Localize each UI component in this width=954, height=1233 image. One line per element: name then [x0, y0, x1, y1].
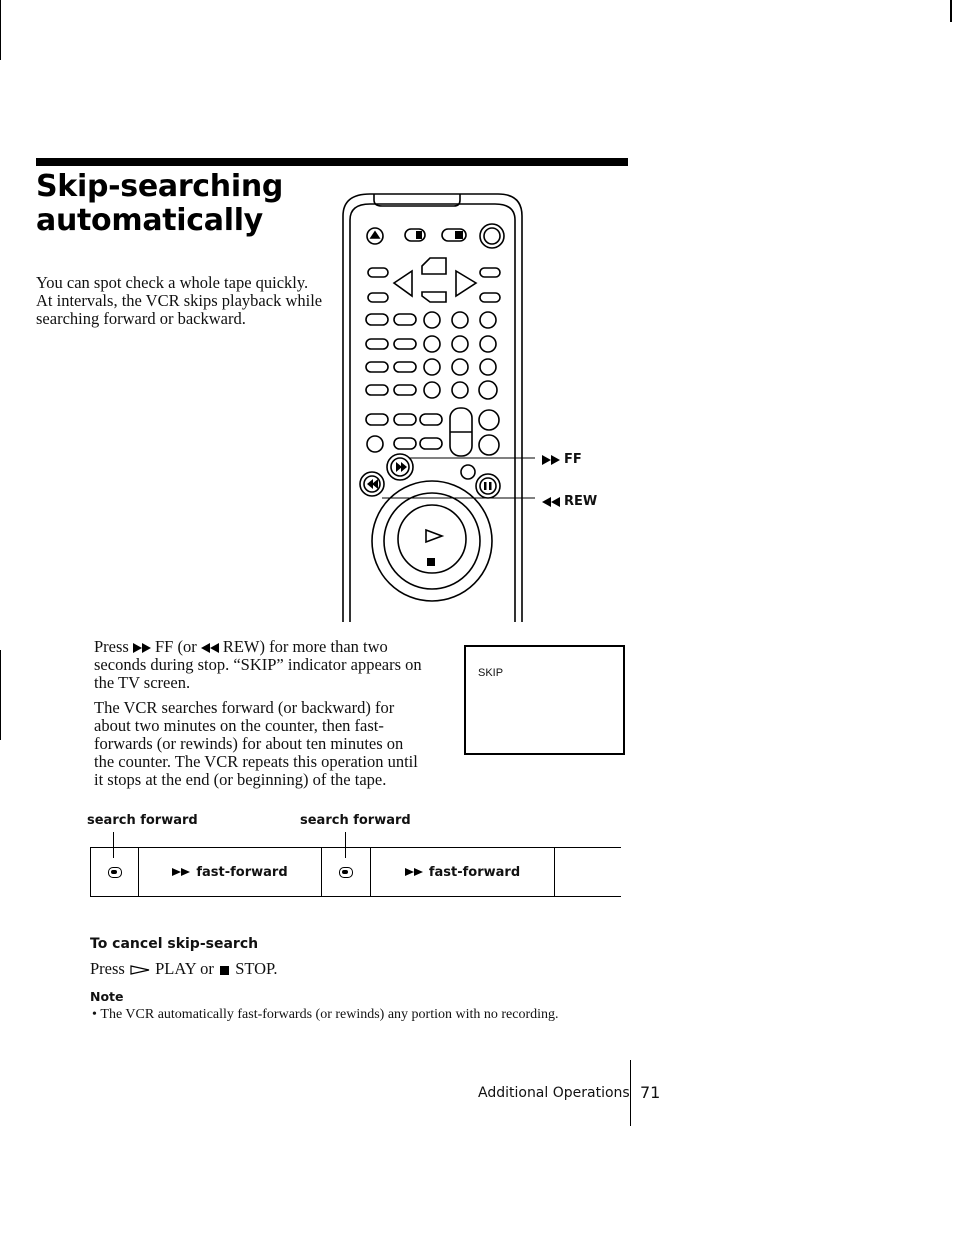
ff-segment-label: fast-forward	[196, 864, 288, 880]
timeline-label-1: search forward	[87, 813, 198, 828]
press-word: Press	[94, 637, 129, 656]
title-line-2: automatically	[36, 203, 263, 238]
ff-callout-label: FF	[564, 452, 582, 467]
instruction-step-1	[94, 638, 424, 692]
skip-timeline	[90, 847, 621, 897]
footer-section-name: Additional Operations	[478, 1085, 630, 1101]
page-edge-mark	[0, 650, 1, 740]
timeline-label-2: search forward	[300, 813, 411, 828]
note-item	[92, 1007, 559, 1023]
rest-text: REW) for more than two seconds during stop. “SKIP” indicator appears on the TV screen.	[94, 637, 422, 692]
page-number: 71	[640, 1083, 661, 1102]
rew-icon	[542, 497, 560, 507]
page-edge-mark	[0, 0, 1, 60]
stop-icon	[220, 966, 229, 975]
footer-divider	[630, 1060, 631, 1126]
ff-icon	[172, 868, 190, 876]
page-title	[36, 170, 283, 238]
tv-screen-display	[464, 645, 625, 755]
rew-icon	[201, 643, 219, 653]
rew-callout	[542, 494, 597, 509]
instructions	[94, 638, 424, 789]
ff-callout	[542, 452, 582, 467]
title-rule	[36, 158, 628, 166]
page-edge-mark	[950, 0, 952, 22]
timeline-search-segment	[322, 848, 371, 896]
note-heading: Note	[90, 989, 124, 1004]
ff-icon	[542, 455, 560, 465]
timeline-ff-segment	[139, 848, 322, 896]
cancel-heading: To cancel skip-search	[90, 936, 259, 952]
ff-icon	[405, 868, 423, 876]
ff-icon	[133, 643, 151, 653]
skip-indicator: SKIP	[478, 667, 504, 679]
instruction-step-2: The VCR searches forward (or backward) for about two minutes on the counter, then fast-forwards (or rewinds) for about ten minutes on the counter. The VCR repeats this operation until it stops at the end (or beginning) of the tape.	[94, 698, 418, 789]
timeline-search-segment	[91, 848, 139, 896]
remote-control-illustration	[330, 186, 630, 626]
rew-callout-label: REW	[564, 494, 598, 509]
search-icon	[108, 867, 122, 878]
intro-paragraph: You can spot check a whole tape quickly. At intervals, the VCR skips playback while searching forward or backward.	[36, 273, 323, 328]
press-word: Press	[90, 959, 125, 978]
title-line-1: Skip-searching	[36, 169, 284, 204]
search-icon	[339, 867, 353, 878]
stop-text: STOP.	[235, 959, 278, 978]
play-text: PLAY or	[155, 959, 214, 978]
cancel-instruction	[90, 960, 278, 978]
ff-text: FF (or	[154, 637, 197, 656]
note-text: The VCR automatically fast-forwards (or rewinds) any portion with no recording.	[100, 1007, 559, 1022]
bullet-icon: •	[92, 1007, 101, 1022]
ff-segment-label: fast-forward	[428, 864, 521, 880]
timeline-ff-segment	[371, 848, 555, 896]
play-icon	[129, 964, 151, 976]
